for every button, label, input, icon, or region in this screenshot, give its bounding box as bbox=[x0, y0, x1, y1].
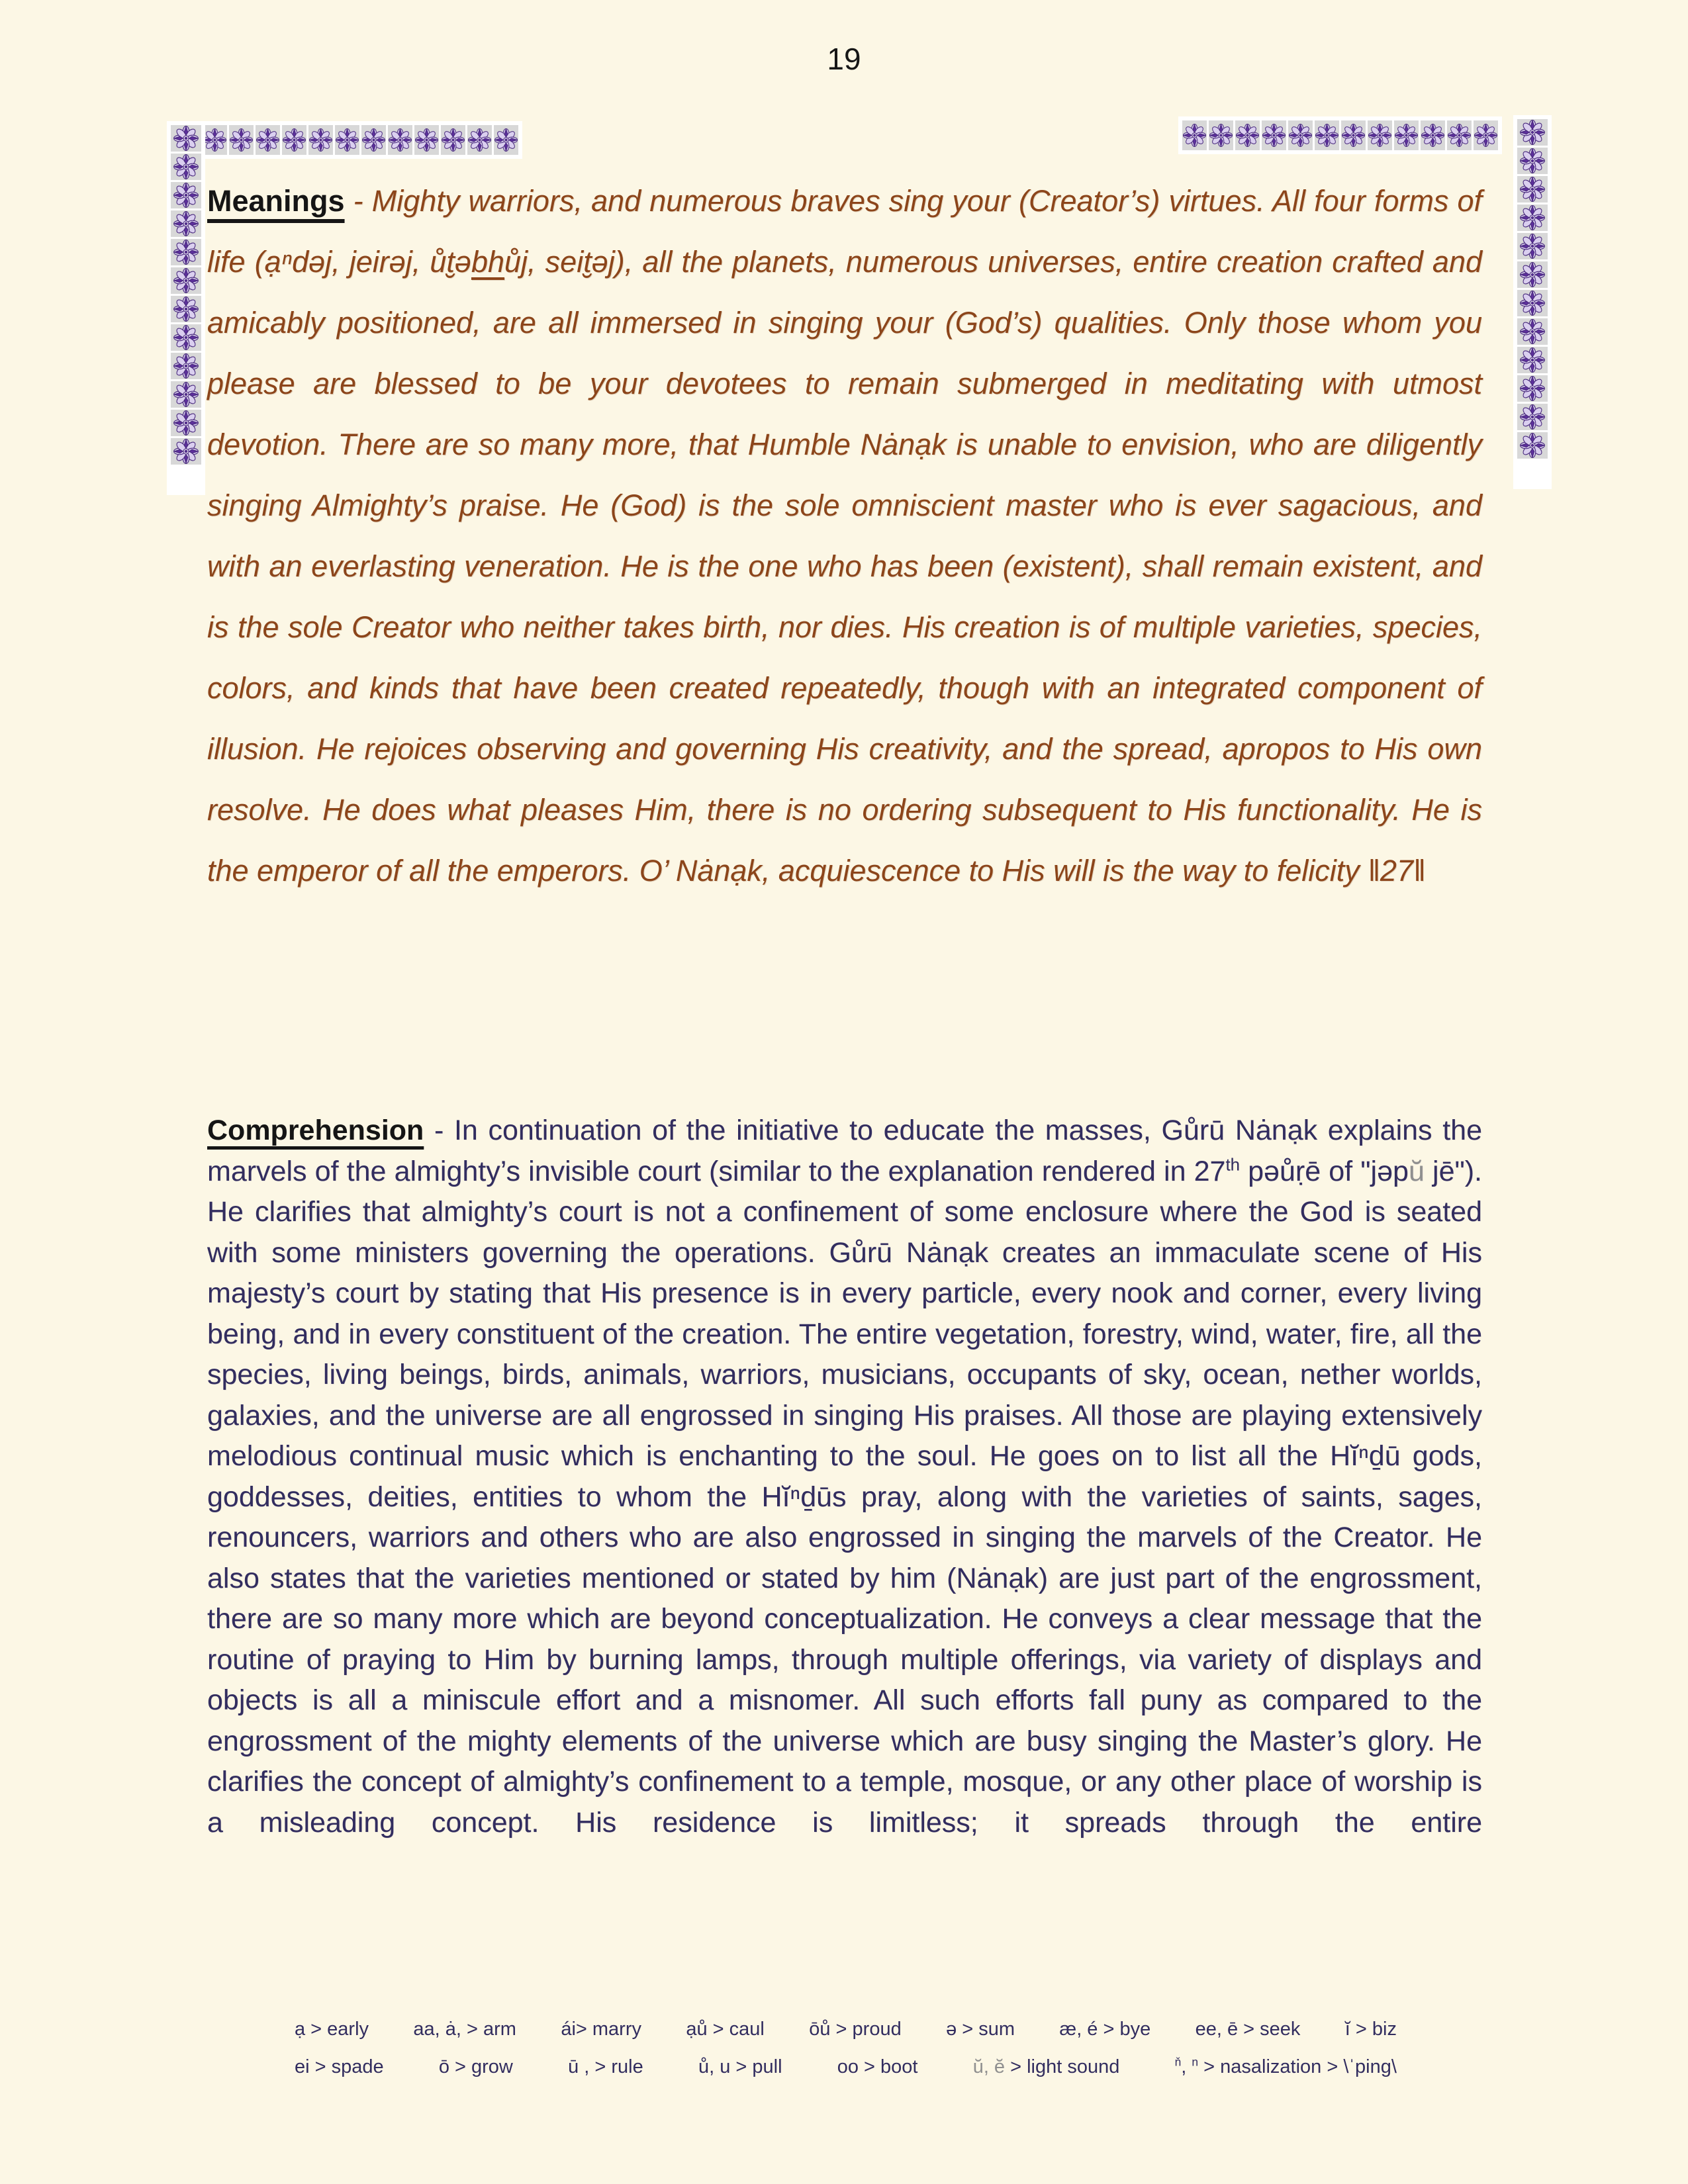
comprehension-text bbox=[207, 1115, 1482, 1839]
flower-icon bbox=[171, 438, 201, 465]
flower-icon bbox=[1288, 120, 1313, 150]
flower-icon bbox=[229, 125, 254, 155]
flower-icon bbox=[1517, 205, 1548, 231]
text-segment: Mighty warriors, and numerous braves sing your (Creator’s) virtues. All four forms of life (ạⁿdəj, jeirəj, ůt̮ə bbox=[207, 184, 1482, 279]
flower-icon bbox=[1209, 120, 1233, 150]
text-segment: ạů > caul bbox=[686, 2019, 765, 2040]
text-segment: aa, ȧ, > arm bbox=[413, 2019, 516, 2040]
flower-icon bbox=[1235, 120, 1260, 150]
text-segment: pəůṛē of "jəp bbox=[1239, 1155, 1409, 1187]
flower-icon bbox=[282, 125, 306, 155]
flower-icon bbox=[1447, 120, 1472, 150]
flower-icon bbox=[361, 125, 386, 155]
flower-border-top-right bbox=[1178, 116, 1502, 154]
flower-icon bbox=[308, 125, 333, 155]
guide-item bbox=[686, 2019, 765, 2040]
text-segment: ō > grow bbox=[438, 2056, 513, 2077]
flower-icon bbox=[1517, 318, 1548, 345]
flower-icon bbox=[1517, 205, 1548, 231]
flower-icon bbox=[1517, 347, 1548, 373]
flower-icon bbox=[171, 267, 201, 294]
flower-icon bbox=[1517, 233, 1548, 259]
guide-item bbox=[561, 2019, 641, 2040]
flower-icon bbox=[1315, 120, 1339, 150]
flower-border-right bbox=[1513, 115, 1552, 489]
flower-icon bbox=[171, 296, 201, 322]
text-segment: ái> marry bbox=[561, 2019, 641, 2040]
flower-icon bbox=[1474, 120, 1498, 150]
flower-icon bbox=[171, 210, 201, 237]
flower-icon bbox=[256, 125, 280, 155]
flower-icon bbox=[494, 125, 518, 155]
page-number: 19 bbox=[827, 42, 861, 76]
flower-icon bbox=[1517, 404, 1548, 430]
flower-icon bbox=[256, 125, 280, 155]
text-segment: jē"). He clarifies that almighty’s court is not a confinement of some enclosure where the God is seated with some ministers governing the operations. Gůrū Nȧnạk creates an immaculate scene of His majesty’s court by stating that His presence is in every particle, every nook and corner, every living being, and in every constituent of the creation. The entire vegetation, forestry, wind, water, fire, all the species, living beings, birds, animals, warriors, musicians, occupants of sky, ocean, nether worlds, galaxies, and the universe are all engrossed in singing His praises. All those are playing extensively melodious continual music which is enchanting to the soul. He goes on to list all the Hĭⁿḏū gods, goddesses, deities, entities to whom the Hĭⁿḏūs pray, along with the varieties of saints, sages, renouncers, warriors and others who are also engrossed in singing the marvels of the Creator. He also states that the varieties mentioned or stated by him (Nȧnạk) are just part of the engrossment, there are so many more which are beyond conceptualization. He conveys a clear message that the routine of praying to Him by burning lamps, through multiple offerings, via variety of displays and objects is all a miniscule effort and a misnomer. All such efforts fall puny as compared to the engrossment of the mighty elements of the universe which are busy singing the Master’s glory. He clarifies the concept of almighty’s confinement to a temple, mosque, or any other place of worship is a misleading concept. His residence is limitless; it spreads through the entire bbox=[207, 1155, 1483, 1839]
flower-icon bbox=[388, 125, 412, 155]
flower-icon bbox=[1341, 120, 1366, 150]
text-segment: ů, u > pull bbox=[698, 2056, 782, 2077]
text-segment: oo > boot bbox=[837, 2056, 918, 2077]
flower-icon bbox=[1517, 148, 1548, 174]
flower-icon bbox=[171, 324, 201, 351]
meanings-heading: Meanings bbox=[207, 184, 345, 218]
flower-icon bbox=[171, 210, 201, 237]
flower-icon bbox=[388, 125, 412, 155]
guide-item bbox=[295, 2019, 369, 2040]
flower-icon bbox=[441, 125, 465, 155]
guide-item bbox=[946, 2019, 1015, 2040]
flower-icon bbox=[414, 125, 439, 155]
flower-icon bbox=[171, 324, 201, 351]
text-segment: bh bbox=[471, 245, 505, 279]
flower-icon bbox=[414, 125, 439, 155]
text-segment: ŭ, ĕ bbox=[972, 2056, 1006, 2077]
flower-icon bbox=[1517, 148, 1548, 174]
flower-icon bbox=[1517, 290, 1548, 316]
guide-item bbox=[1175, 2056, 1397, 2078]
guide-item bbox=[295, 2056, 384, 2078]
flower-icon bbox=[1262, 120, 1286, 150]
comprehension-dash: - bbox=[424, 1115, 454, 1146]
text-segment: ee, ē > seek bbox=[1195, 2019, 1301, 2040]
flower-icon bbox=[171, 239, 201, 265]
flower-icon bbox=[1368, 120, 1392, 150]
flower-icon bbox=[1315, 120, 1339, 150]
flower-icon bbox=[335, 125, 359, 155]
guide-item bbox=[698, 2056, 782, 2078]
flower-icon bbox=[1474, 120, 1498, 150]
flower-icon bbox=[1517, 176, 1548, 203]
flower-icon bbox=[1421, 120, 1445, 150]
flower-icon bbox=[171, 296, 201, 322]
flower-icon bbox=[171, 154, 201, 180]
flower-icon bbox=[171, 182, 201, 208]
flower-icon bbox=[1517, 404, 1548, 430]
guide-item bbox=[413, 2019, 516, 2040]
flower-icon bbox=[171, 381, 201, 408]
text-segment: > light sound bbox=[1005, 2056, 1120, 2077]
guide-item bbox=[439, 2056, 513, 2078]
flower-icon bbox=[1368, 120, 1392, 150]
flower-icon bbox=[1517, 261, 1548, 288]
pronunciation-guide-row bbox=[295, 2056, 1397, 2078]
flower-icon bbox=[1517, 318, 1548, 345]
flower-icon bbox=[1209, 120, 1233, 150]
text-segment: ůj, seit̮əj), all the planets, numerous universes, entire creation crafted and amicably positioned, are all immersed in singing your (God’s) qualities. Only those whom you please are blessed to be your devotees to remain submerged in meditating with utmost devotion. There are so many more, that Humble Nȧnạk is unable to envision, who are diligently singing Almighty’s praise. He (God) is the sole omniscient master who is ever sagacious, and with an everlasting veneration. He is the one who has been (existent), shall remain existent, and is the sole Creator who neither takes birth, nor dies. His creation is of multiple varieties, species, colors, and kinds that have been created repeatedly, though with an integrated component of illusion. He rejoices observing and governing His creativity, and the spread, apropos to His own resolve. He does what pleases Him, there is no ordering subsequent to His functionality. He is the emperor of all the emperors. O’ Nȧnạk, acquiescence to His will is the way to felicity ‖27‖ bbox=[207, 245, 1482, 887]
flower-icon bbox=[171, 125, 201, 152]
guide-item bbox=[1345, 2019, 1397, 2040]
flower-icon bbox=[171, 381, 201, 408]
meanings-text bbox=[207, 184, 1482, 887]
guide-item bbox=[1059, 2019, 1150, 2040]
flower-icon bbox=[229, 125, 254, 155]
pronunciation-guide-row bbox=[295, 2019, 1397, 2040]
flower-icon bbox=[171, 267, 201, 294]
guide-item bbox=[837, 2056, 918, 2078]
text-segment: > nasalization > \ˈping\ bbox=[1198, 2056, 1397, 2077]
flower-icon bbox=[1517, 119, 1548, 146]
pronunciation-guide bbox=[295, 2019, 1397, 2094]
text-segment: In continuation of the initiative to educate the masses, Gůrū Nȧnạk explains the marvels of the almighty’s invisible court (similar to the explanation rendered in 27 bbox=[207, 1115, 1482, 1187]
text-segment: , bbox=[1181, 2056, 1192, 2077]
flower-icon bbox=[171, 353, 201, 379]
comprehension-paragraph bbox=[207, 1111, 1482, 1843]
flower-icon bbox=[1517, 261, 1548, 288]
text-segment: th bbox=[1225, 1156, 1240, 1175]
flower-icon bbox=[308, 125, 333, 155]
flower-icon bbox=[1182, 120, 1207, 150]
flower-icon bbox=[1517, 290, 1548, 316]
flower-icon bbox=[1262, 120, 1286, 150]
flower-icon bbox=[1517, 233, 1548, 259]
guide-item bbox=[973, 2056, 1120, 2078]
flower-icon bbox=[171, 125, 201, 152]
flower-icon bbox=[1517, 119, 1548, 146]
flower-icon bbox=[171, 438, 201, 465]
text-segment: ə > sum bbox=[946, 2019, 1015, 2040]
guide-item bbox=[1196, 2019, 1301, 2040]
flower-icon bbox=[361, 125, 386, 155]
meanings-paragraph bbox=[207, 171, 1482, 901]
flower-icon bbox=[171, 410, 201, 436]
flower-icon bbox=[441, 125, 465, 155]
flower-icon bbox=[1517, 432, 1548, 459]
flower-icon bbox=[171, 410, 201, 436]
flower-icon bbox=[171, 239, 201, 265]
flower-icon bbox=[1341, 120, 1366, 150]
flower-icon bbox=[1517, 176, 1548, 203]
text-segment: n bbox=[1192, 2055, 1199, 2069]
guide-item bbox=[568, 2056, 643, 2078]
flower-icon bbox=[171, 182, 201, 208]
text-segment: ạ > early bbox=[295, 2019, 369, 2040]
text-segment: æ, é > bye bbox=[1059, 2019, 1151, 2040]
flower-border-left bbox=[167, 121, 205, 495]
text-segment: ū , > rule bbox=[568, 2056, 643, 2077]
flower-icon bbox=[171, 353, 201, 379]
flower-icon bbox=[1394, 120, 1419, 150]
guide-item bbox=[809, 2019, 901, 2040]
flower-icon bbox=[1421, 120, 1445, 150]
text-segment: ōů > proud bbox=[809, 2019, 902, 2040]
flower-icon bbox=[1394, 120, 1419, 150]
meanings-dash: - bbox=[344, 184, 372, 218]
flower-icon bbox=[1517, 432, 1548, 459]
flower-icon bbox=[1447, 120, 1472, 150]
text-segment: ň bbox=[1174, 2055, 1182, 2069]
flower-icon bbox=[203, 125, 227, 155]
flower-icon bbox=[1517, 347, 1548, 373]
flower-icon bbox=[467, 125, 492, 155]
flower-border-top-left bbox=[199, 121, 522, 159]
text-segment: ei > spade bbox=[295, 2056, 384, 2077]
flower-icon bbox=[282, 125, 306, 155]
flower-icon bbox=[494, 125, 518, 155]
flower-icon bbox=[1517, 375, 1548, 402]
flower-icon bbox=[467, 125, 492, 155]
flower-icon bbox=[1288, 120, 1313, 150]
flower-icon bbox=[171, 154, 201, 180]
text-segment: ĭ > biz bbox=[1344, 2019, 1397, 2040]
flower-icon bbox=[1517, 375, 1548, 402]
flower-icon bbox=[1235, 120, 1260, 150]
flower-icon bbox=[1182, 120, 1207, 150]
flower-icon bbox=[335, 125, 359, 155]
text-segment: ŭ bbox=[1408, 1155, 1425, 1187]
flower-icon bbox=[203, 125, 227, 155]
comprehension-heading: Comprehension bbox=[207, 1115, 424, 1146]
